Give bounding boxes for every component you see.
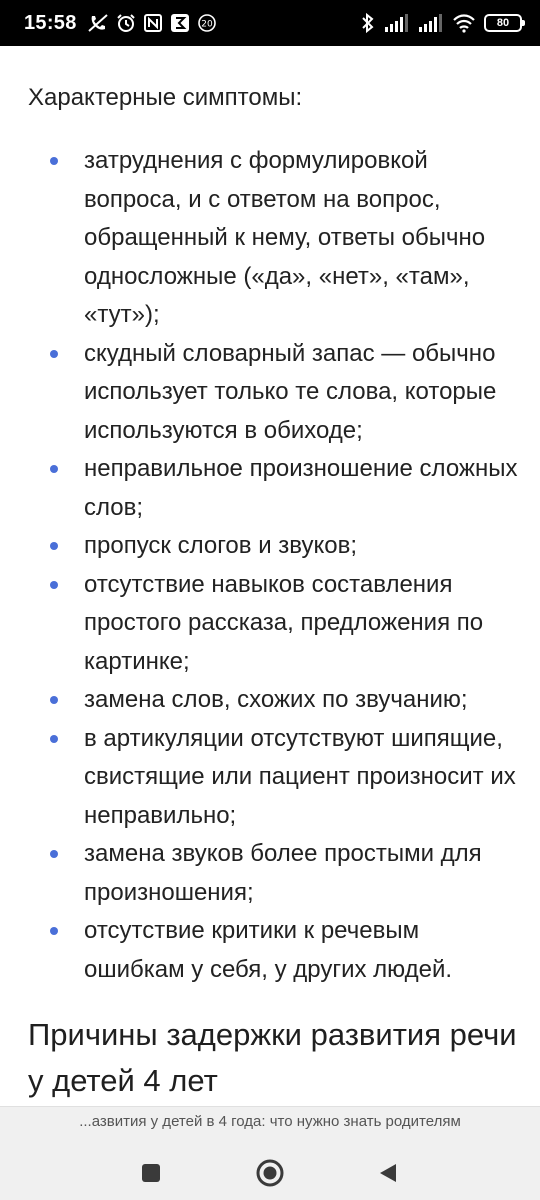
list-item [0,335,540,451]
page-title-caption[interactable]: ...азвития у детей в 4 года: что нужно знать родителям [79,1113,461,1130]
list-item-text: замена слов, схожих по звучанию; [84,686,468,713]
status-bar [0,0,540,46]
nfc-icon [143,13,163,33]
square-icon [140,1162,162,1184]
muted-call-icon [87,13,109,33]
bullet-icon [50,850,58,858]
symptoms-intro: Характерные симптомы: [28,84,303,111]
list-item-text: скудный словарный запас — обычно использует только те слова, которые используются в обиходе; [84,339,497,444]
list-item-text: отсутствие навыков составления простого рассказа, предложения по картинке; [84,570,484,675]
status-time: 15:58 [24,11,77,34]
bullet-icon [50,927,58,935]
bluetooth-icon [360,12,376,34]
symptom-list [0,142,540,989]
home-circle-icon [255,1158,285,1188]
list-item-text: замена звуков более простыми для произношения; [84,840,482,906]
badge-20-icon [197,13,217,33]
back-button[interactable] [372,1157,404,1189]
bullet-icon [50,581,58,589]
bullet-icon [50,696,58,704]
battery-level: 80 [496,17,510,29]
list-item-text: неправильное произношение сложных слов; [84,455,518,521]
list-item [0,681,540,720]
navigation-bar [0,1153,540,1193]
back-triangle-icon [376,1161,400,1185]
badge-20-text: 20 [200,19,213,30]
app-notification-icon [170,13,190,33]
home-button[interactable] [254,1157,286,1189]
signal-2-icon [418,13,444,33]
status-left-icons [87,13,217,33]
battery-indicator [484,14,522,32]
list-item [0,566,540,682]
list-item [0,912,540,989]
signal-1-icon [384,13,410,33]
list-item [0,720,540,836]
list-item-text: отсутствие критики к речевым ошибкам у себя, у других людей. [84,917,453,983]
alarm-icon [116,13,136,33]
list-item [0,527,540,566]
status-right-icons [360,12,522,34]
wifi-icon [452,13,476,33]
bullet-icon [50,735,58,743]
recents-button[interactable] [135,1157,167,1189]
bullet-icon [50,157,58,165]
list-item-text: пропуск слогов и звуков; [84,532,358,559]
list-item [0,450,540,527]
list-item [0,142,540,335]
list-item-text: затруднения с формулировкой вопроса, и с ответом на вопрос, обращенный к нему, ответы обычно односложные («да», «нет», «там», «тут»); [84,147,486,328]
bottom-bar [0,1106,540,1200]
list-item [0,835,540,912]
bullet-icon [50,542,58,550]
section-heading: Причины задержки развития речи у детей 4 лет [28,1017,517,1098]
list-item-text: в артикуляции отсутствуют шипящие, свистящие или пациент произносит их неправильно; [84,724,516,829]
bullet-icon [50,465,58,473]
bullet-icon [50,350,58,358]
article-content[interactable] [0,46,540,1106]
